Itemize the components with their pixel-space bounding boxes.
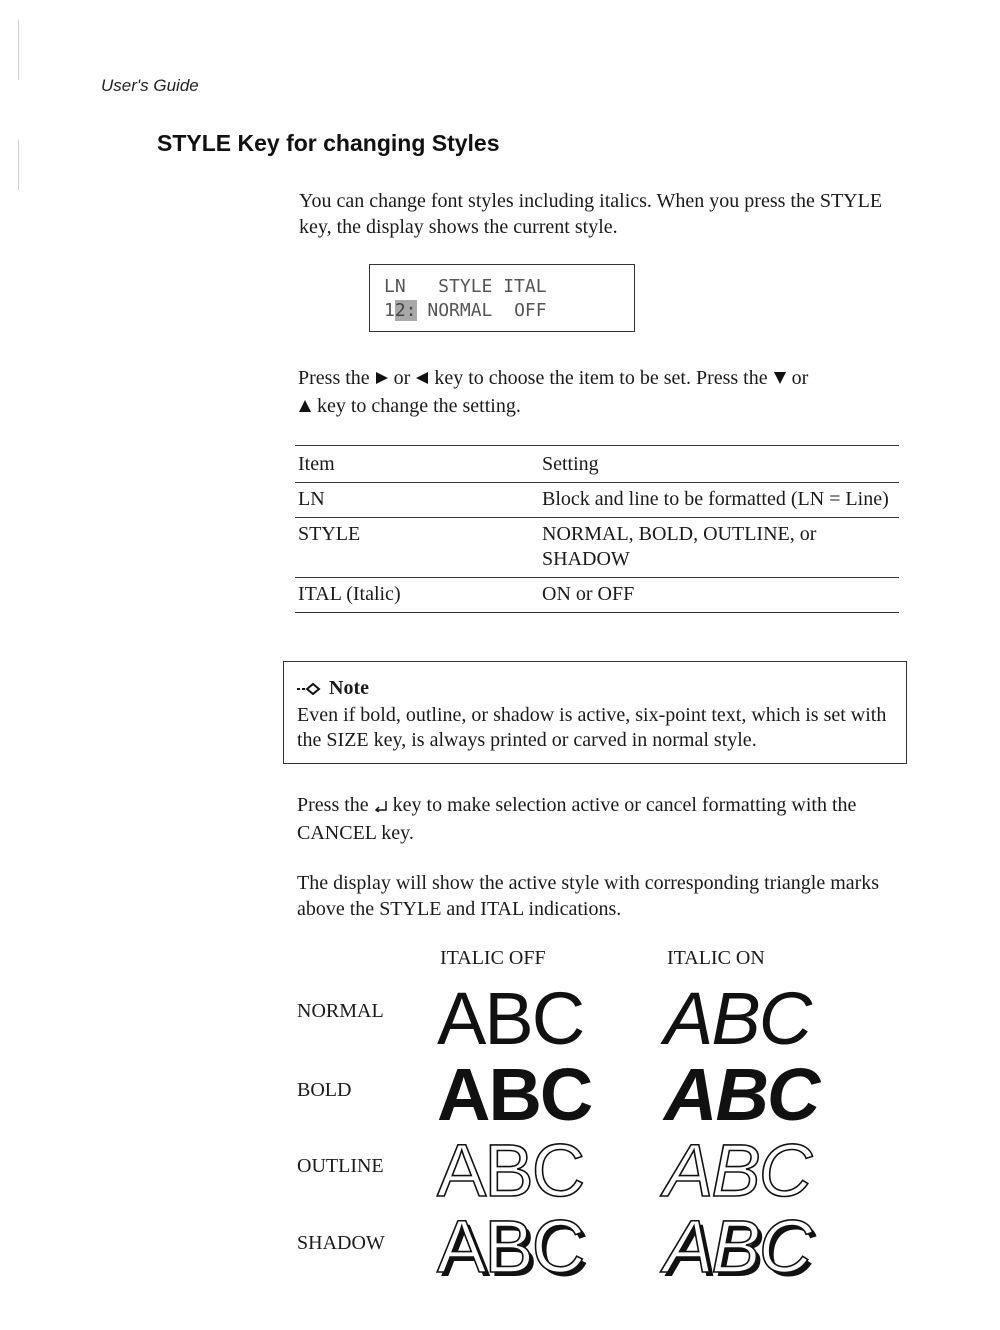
down-arrow-icon: [773, 371, 787, 385]
left-arrow-icon: [415, 371, 429, 385]
table-cell-setting: Block and line to be formatted (LN = Line): [539, 483, 899, 518]
table-cell-setting: ON or OFF: [539, 578, 899, 613]
table-header-item: Item: [295, 446, 539, 483]
lcd-line-2: 12: NORMAL OFF: [384, 300, 547, 321]
sample-normal-italic: ABC: [664, 977, 811, 1060]
sample-bold-italic: ABC: [664, 1053, 819, 1136]
display-paragraph: The display will show the active style with corresponding triangle marks above the STYLE and ITAL indications.: [297, 872, 880, 920]
row-label-shadow: SHADOW: [297, 1232, 385, 1254]
settings-table: [295, 445, 899, 613]
row-label-normal: NORMAL: [297, 1000, 384, 1022]
right-arrow-icon: [375, 371, 389, 385]
margin-mark: [18, 20, 19, 80]
table-row: [295, 483, 899, 518]
sample-outline-italic: ABC: [664, 1129, 811, 1212]
sample-shadow: ABC: [437, 1205, 584, 1288]
margin-mark: [18, 140, 19, 190]
intro-paragraph: You can change font styles including italics. When you press the STYLE key, the display shows the current style.: [299, 190, 883, 238]
note-title: Note: [329, 677, 369, 699]
press-enter-paragraph: Press the key to make selection active or cancel formatting with the CANCEL key.: [297, 794, 857, 844]
running-head: User's Guide: [101, 76, 199, 95]
column-header-italic-off: ITALIC OFF: [440, 947, 546, 969]
column-header-italic-on: ITALIC ON: [667, 947, 765, 969]
table-cell-item: LN: [295, 483, 539, 518]
table-header-setting: Setting: [539, 446, 899, 483]
note-body: Even if bold, outline, or shadow is active, six-point text, which is set with the SIZE key, is always printed or carved in normal style.: [297, 704, 887, 751]
table-row: [295, 578, 899, 613]
lcd-cursor: 2:: [394, 300, 417, 321]
note-box: [283, 661, 907, 764]
row-label-outline: OUTLINE: [297, 1155, 384, 1177]
note-pointer-icon: [297, 683, 321, 695]
enter-key-icon: [374, 800, 388, 812]
sample-normal: ABC: [437, 977, 584, 1060]
table-cell-setting: NORMAL, BOLD, OUTLINE, or SHADOW: [539, 518, 899, 578]
table-cell-item: ITAL (Italic): [295, 578, 539, 613]
lcd-line-1: LN STYLE ITAL: [384, 276, 547, 297]
table-row: [295, 518, 899, 578]
note-header: [297, 676, 894, 701]
instructions-paragraph: Press the or key to choose the item to be set. Press the or key to change the setting.: [298, 367, 809, 417]
row-label-bold: BOLD: [297, 1079, 352, 1101]
up-arrow-icon: [298, 399, 312, 413]
sample-shadow-italic: ABC: [664, 1205, 811, 1288]
lcd-display: [369, 264, 635, 332]
sample-outline: ABC: [437, 1129, 584, 1212]
table-cell-item: STYLE: [295, 518, 539, 578]
section-title: STYLE Key for changing Styles: [157, 130, 500, 156]
sample-bold: ABC: [437, 1053, 592, 1136]
